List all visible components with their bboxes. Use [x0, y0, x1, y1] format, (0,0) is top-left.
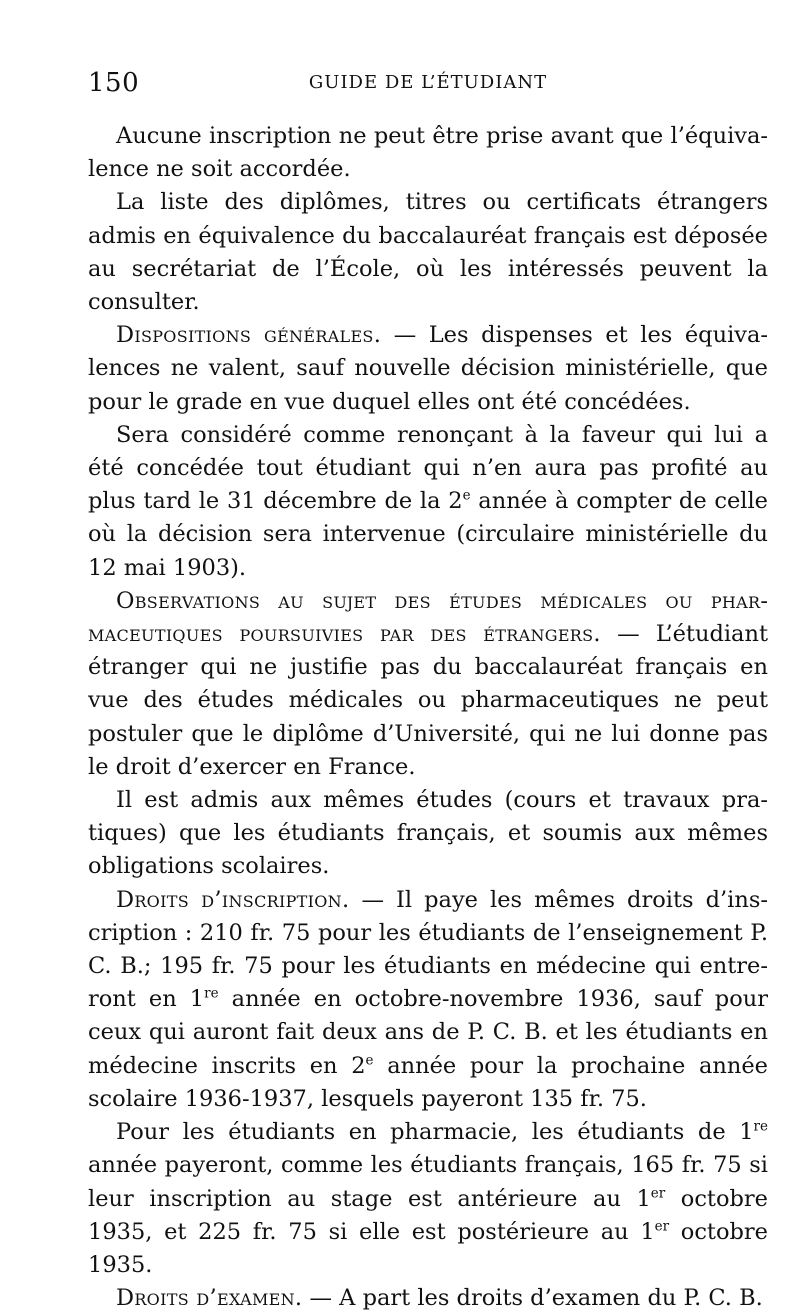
section-lead-heading: Dispositions générales.	[116, 322, 382, 349]
paragraph-text: Sera considéré comme renonçant à la faveur qui lui a été concédée tout étudiant qui n’en aura pas profité au plus tard le 31 décembre de la 2	[88, 421, 768, 515]
paragraph-text: — L’étudiant étranger qui ne justifie pas du baccalauréat français en vue des études médicales ou pharmaceutiques ne peut postuler que le diplôme d’Université, qui ne lui donne pas le droit d’exercer en France.	[88, 621, 768, 780]
superscript: re	[204, 985, 219, 1002]
paragraph	[88, 1116, 768, 1282]
paragraph-text: année payeront, comme les étudiants français, 165 fr. 75 si leur inscription au stage est antérieure au 1	[88, 1152, 768, 1212]
paragraph	[88, 319, 768, 419]
paragraph-text: année à compter de celle où la décision sera intervenue (circulaire ministérielle du 12 mai 1903).	[88, 488, 768, 581]
paragraph-text: — A part les droits d’examen du P. C. B.	[309, 1285, 763, 1312]
page-number: 150	[88, 68, 140, 98]
paragraph	[88, 884, 768, 1116]
body-text	[88, 120, 768, 1315]
section-lead-heading: Droits d’inscription.	[116, 886, 350, 913]
paragraph	[88, 585, 768, 784]
page-header	[88, 68, 768, 108]
superscript: er	[654, 1218, 670, 1235]
section-lead-heading: Droits d’examen.	[116, 1285, 303, 1312]
paragraph-text: année pour la prochaine année scolaire 1936-1937, lesquels payeront 135 fr. 75.	[88, 1052, 768, 1112]
superscript: re	[753, 1118, 768, 1135]
paragraph	[88, 186, 768, 319]
paragraph-text: La liste des diplômes, titres ou certificats étrangers admis en équivalence du baccalauréat français est déposée au secrétariat de l’École, où les intéressés peuvent la consulter.	[88, 189, 768, 316]
paragraph	[88, 1282, 768, 1315]
paragraph-text: Pour les étudiants en pharmacie, les étudiants de 1	[116, 1119, 754, 1146]
paragraph-text: — Les dispenses et les équivalences ne valent, sauf nouvelle décision ministérielle, que pour le grade en vue duquel elles ont été concédées.	[88, 322, 768, 415]
paragraph	[88, 419, 768, 585]
paragraph-text: — Il paye les mêmes droits d’inscription : 210 fr. 75 pour les étudiants de l’enseignement P. C. B.; 195 fr. 75 pour les étudiants en médecine qui entreront en 1	[88, 886, 768, 1013]
paragraph-text: octobre 1935, et 225 fr. 75 si elle est postérieure au 1	[88, 1185, 768, 1245]
paragraph-text: Aucune inscription ne peut être prise avant que l’équivalence ne soit accordée.	[88, 123, 768, 183]
paragraph-text: année en octobre-novembre 1936, sauf pour ceux qui auront fait deux ans de P. C. B. et les étudiants en médecine inscrits en 2	[88, 986, 768, 1079]
paragraph	[88, 784, 768, 884]
superscript: e	[462, 487, 471, 504]
superscript: e	[365, 1052, 374, 1069]
running-title: GUIDE DE L’ÉTUDIANT	[308, 72, 548, 93]
superscript: er	[650, 1185, 666, 1201]
paragraph-text: octobre 1935.	[88, 1218, 768, 1278]
section-lead-heading: Observations au sujet des études médicales ou pharmaceutiques poursuivies par des étrangers.	[88, 587, 768, 648]
paragraph	[88, 120, 768, 186]
paragraph-text: Il est admis aux mêmes études (cours et travaux pratiques) que les étudiants français, et soumis aux mêmes obligations scolaires.	[88, 787, 768, 880]
